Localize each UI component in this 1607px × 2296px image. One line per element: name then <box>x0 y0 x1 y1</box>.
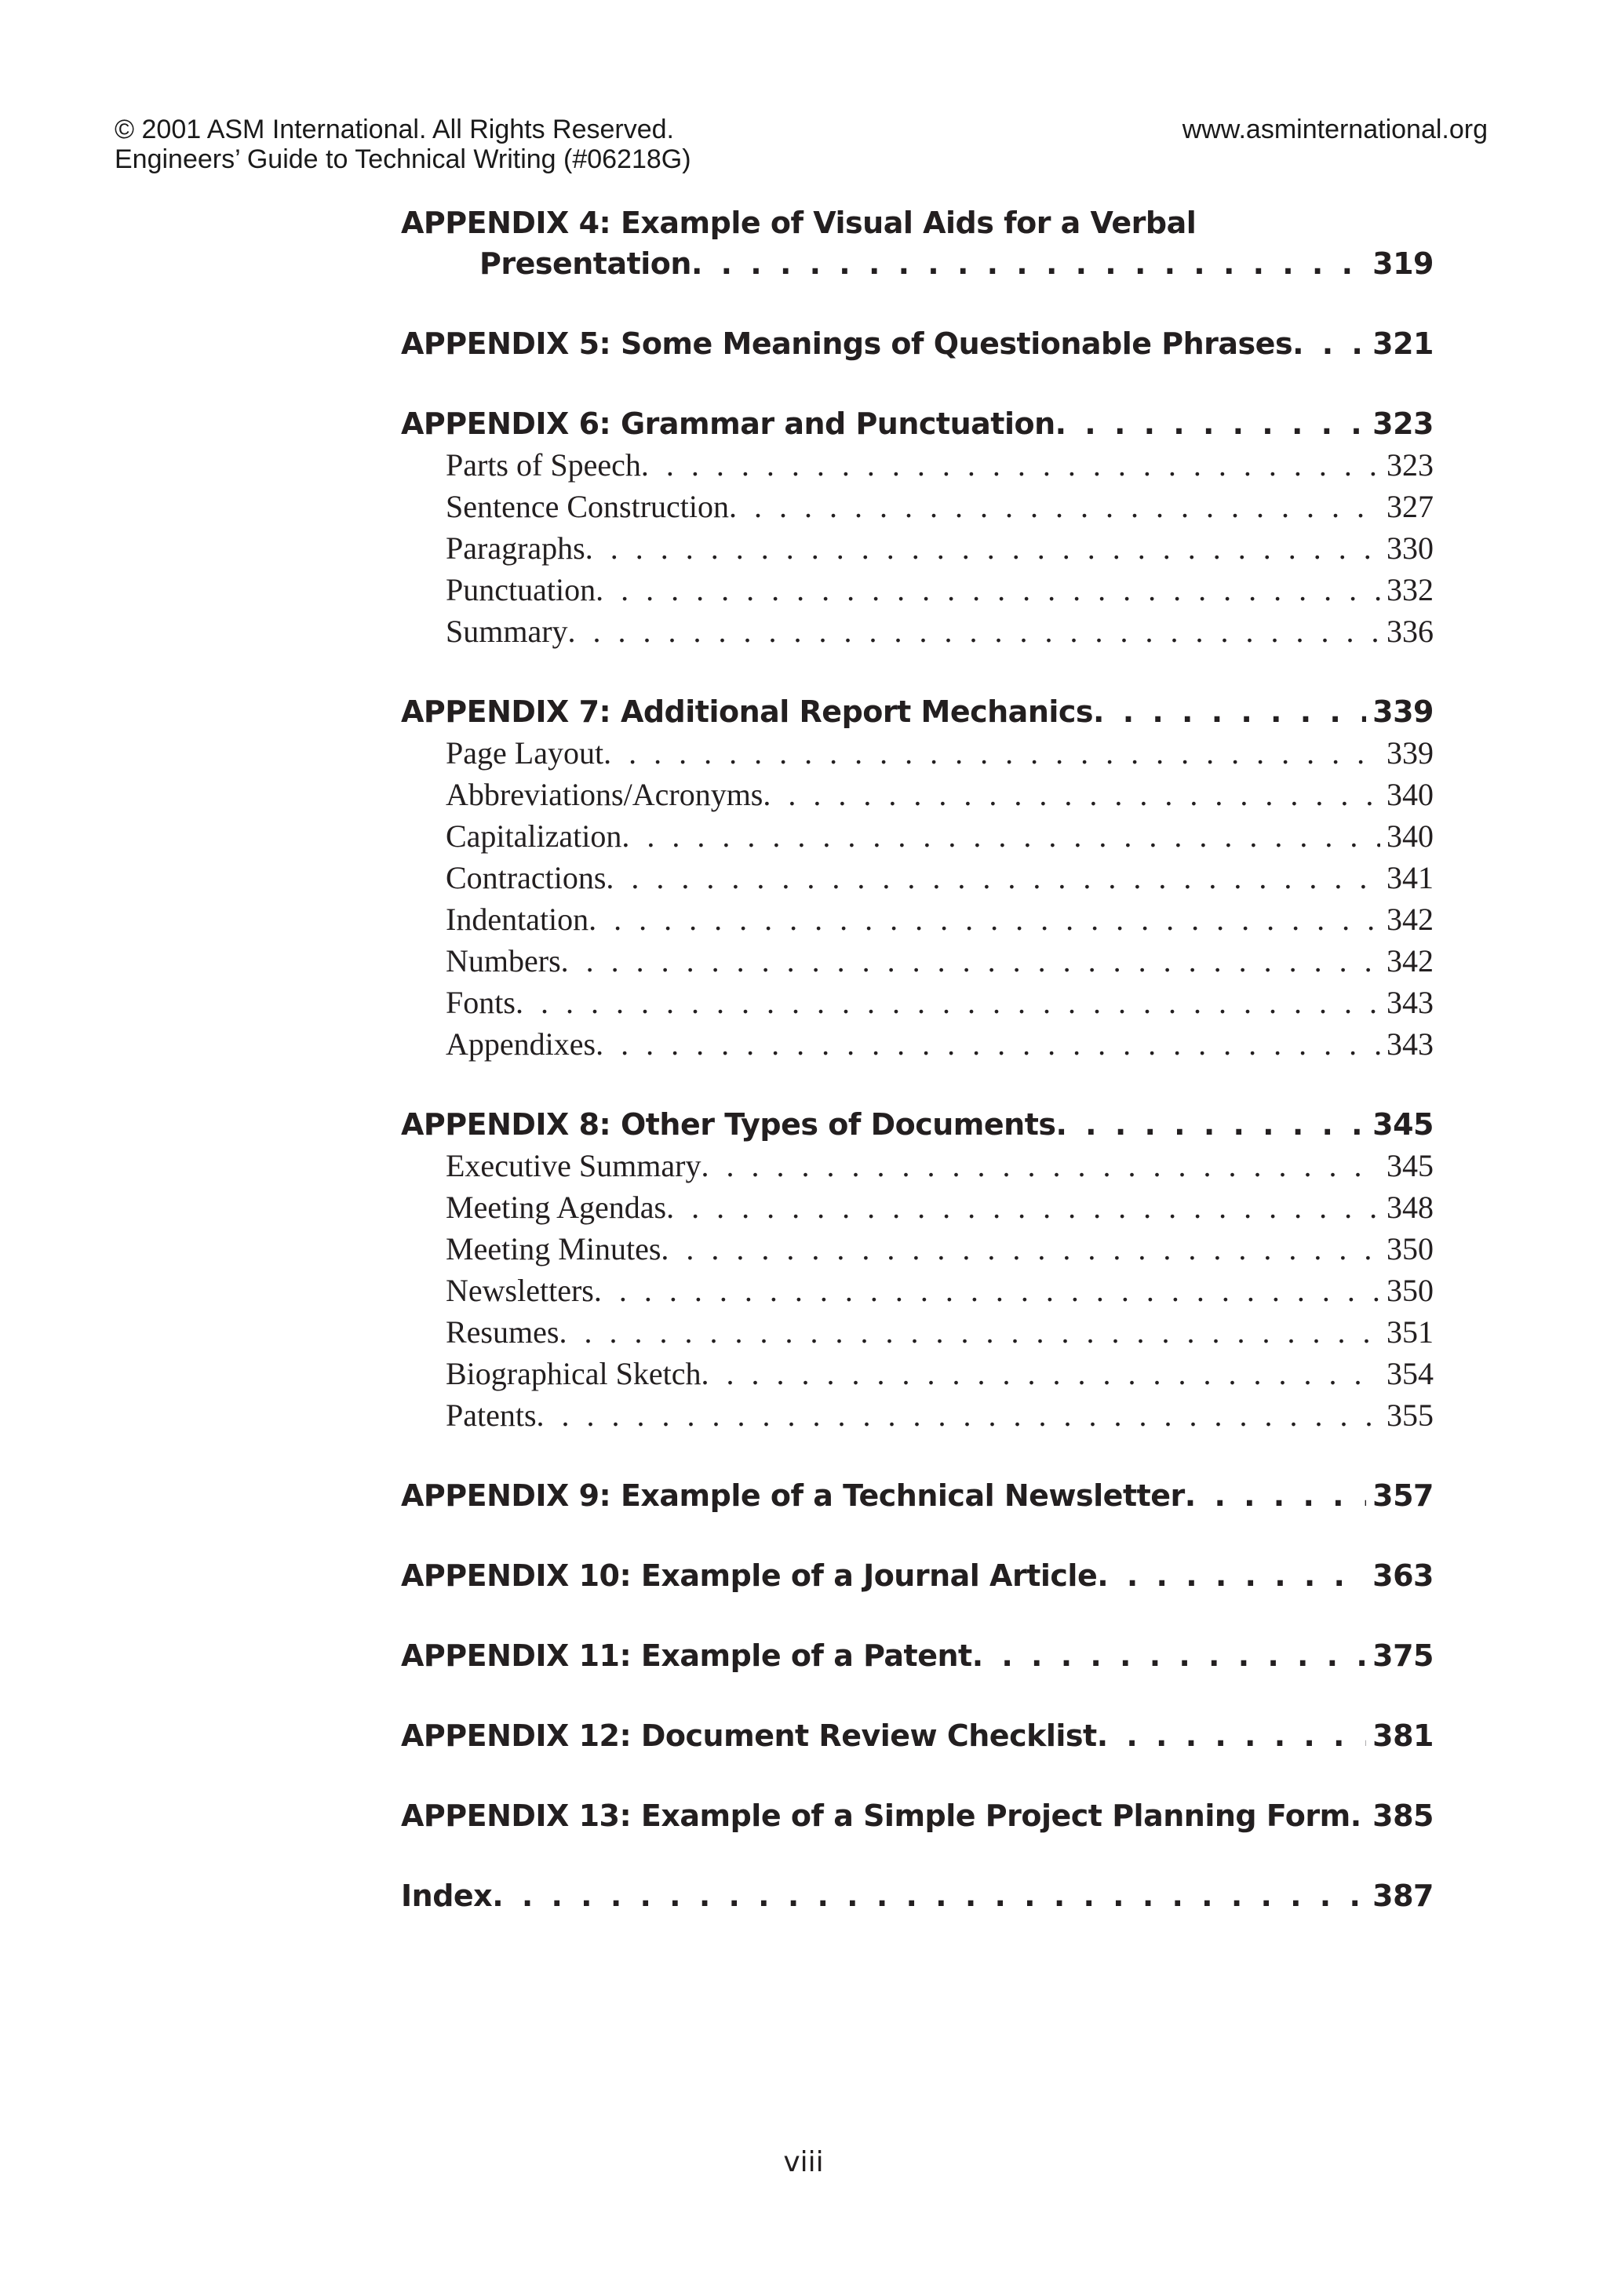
toc-entry-page: 339 <box>1372 694 1434 729</box>
toc-subentry <box>401 1186 1434 1228</box>
toc-entry-page: 321 <box>1372 326 1434 361</box>
toc-section-appendix-13 <box>401 1795 1434 1836</box>
toc-subentry-page: 354 <box>1387 1356 1434 1391</box>
dot-leader <box>492 1875 1366 1916</box>
toc-section-appendix-9 <box>401 1475 1434 1516</box>
toc-entry-page: 323 <box>1372 406 1434 441</box>
dot-leader <box>585 527 1380 569</box>
toc-entry <box>401 1104 1434 1145</box>
table-of-contents <box>401 202 1434 1955</box>
toc-section-appendix-10 <box>401 1555 1434 1596</box>
toc-subentry-title: Punctuation <box>446 572 596 607</box>
dot-leader <box>666 1186 1380 1228</box>
toc-entry-title: APPENDIX 8: Other Types of Documents <box>401 1107 1056 1142</box>
toc-entry-title: APPENDIX 5: Some Meanings of Questionable Phrases <box>401 326 1293 361</box>
toc-subentry-title: Contractions <box>446 860 607 895</box>
toc-subentry-page: 341 <box>1387 860 1434 895</box>
toc-entry-title: APPENDIX 9: Example of a Technical Newsletter <box>401 1478 1185 1513</box>
toc-section-appendix-11 <box>401 1635 1434 1676</box>
toc-subentry-page: 340 <box>1387 818 1434 854</box>
toc-subentry <box>401 1353 1434 1394</box>
copyright-notice: © 2001 ASM International. All Rights Reserved. <box>115 115 674 144</box>
dot-leader <box>1097 1555 1366 1596</box>
toc-entry-title: APPENDIX 11: Example of a Patent <box>401 1638 972 1673</box>
toc-subentry <box>401 1311 1434 1353</box>
toc-entry <box>401 1715 1434 1756</box>
toc-subentry-title: Executive Summary <box>446 1148 701 1183</box>
toc-subentry <box>401 982 1434 1023</box>
dot-leader <box>596 1023 1380 1065</box>
toc-entry <box>401 323 1434 364</box>
toc-subentry-title: Patents <box>446 1398 537 1433</box>
toc-entry-page: 375 <box>1372 1638 1434 1673</box>
toc-subentry <box>401 1394 1434 1436</box>
toc-entry-title: Presentation <box>479 246 691 281</box>
toc-entry-page: 319 <box>1372 246 1434 281</box>
toc-entry <box>401 1555 1434 1596</box>
toc-entry-page: 345 <box>1372 1107 1434 1142</box>
toc-subentry <box>401 857 1434 898</box>
toc-entry-title: APPENDIX 13: Example of a Simple Project Planning Form <box>401 1799 1350 1833</box>
toc-subentry-title: Appendixes <box>446 1026 596 1062</box>
toc-subentry-page: 339 <box>1387 735 1434 771</box>
dot-leader <box>701 1145 1380 1186</box>
dot-leader <box>568 610 1380 652</box>
toc-subentry-page: 340 <box>1387 777 1434 812</box>
toc-subentry <box>401 444 1434 486</box>
page-number: viii <box>783 2146 824 2178</box>
dot-leader <box>1292 323 1366 364</box>
dot-leader <box>691 243 1366 284</box>
toc-entry <box>401 691 1434 732</box>
toc-entry-title: APPENDIX 7: Additional Report Mechanics <box>401 694 1094 729</box>
toc-entry-title: APPENDIX 12: Document Review Checklist <box>401 1718 1097 1753</box>
dot-leader <box>1350 1795 1366 1836</box>
toc-subentry <box>401 815 1434 857</box>
dot-leader <box>1093 691 1366 732</box>
toc-subentry-page: 343 <box>1387 1026 1434 1062</box>
dot-leader <box>559 1311 1380 1353</box>
toc-entry-title: Index <box>401 1879 493 1913</box>
toc-subentry <box>401 1145 1434 1186</box>
toc-subentry <box>401 940 1434 982</box>
book-title: Engineers’ Guide to Technical Writing (#06218G) <box>115 144 691 174</box>
toc-subentry-page: 342 <box>1387 902 1434 937</box>
toc-section-appendix-8 <box>401 1104 1434 1436</box>
toc-entry <box>401 1635 1434 1676</box>
dot-leader <box>537 1394 1380 1436</box>
toc-subentry-page: 342 <box>1387 943 1434 979</box>
toc-entry-page: 387 <box>1372 1879 1434 1913</box>
toc-subentry-page: 332 <box>1387 572 1434 607</box>
toc-entry-page: 381 <box>1372 1718 1434 1753</box>
toc-subentry-page: 350 <box>1387 1231 1434 1266</box>
toc-subentry-title: Parts of Speech <box>446 447 641 483</box>
toc-subentry-title: Numbers <box>446 943 561 979</box>
dot-leader <box>1055 403 1367 444</box>
toc-section-index <box>401 1875 1434 1916</box>
toc-subentry-title: Resumes <box>446 1314 559 1350</box>
toc-entry <box>401 1795 1434 1836</box>
dot-leader <box>729 486 1380 527</box>
dot-leader <box>594 1270 1380 1311</box>
dot-leader <box>1185 1475 1366 1516</box>
toc-subentry <box>401 527 1434 569</box>
toc-entry-title: APPENDIX 6: Grammar and Punctuation <box>401 406 1055 441</box>
toc-subentry-title: Paragraphs <box>446 530 585 566</box>
dot-leader <box>596 569 1380 610</box>
toc-subentry-title: Indentation <box>446 902 589 937</box>
toc-subentry <box>401 610 1434 652</box>
dot-leader <box>516 982 1380 1023</box>
toc-subentry-page: 355 <box>1387 1398 1434 1433</box>
toc-subentry-title: Biographical Sketch <box>446 1356 701 1391</box>
toc-section-appendix-12 <box>401 1715 1434 1756</box>
toc-entry <box>401 1875 1434 1916</box>
toc-subentry-title: Newsletters <box>446 1273 594 1308</box>
dot-leader <box>1056 1104 1367 1145</box>
toc-subentry-page: 336 <box>1387 614 1434 649</box>
toc-subentry-page: 348 <box>1387 1190 1434 1225</box>
toc-subentry-title: Page Layout <box>446 735 604 771</box>
dot-leader <box>561 940 1380 982</box>
toc-subentry <box>401 1228 1434 1270</box>
toc-subentry <box>401 732 1434 774</box>
toc-section-appendix-5 <box>401 323 1434 364</box>
toc-subentry-title: Meeting Minutes <box>446 1231 661 1266</box>
toc-subentry <box>401 774 1434 815</box>
toc-entry-page: 357 <box>1372 1478 1434 1513</box>
dot-leader <box>763 774 1380 815</box>
toc-entry <box>401 1475 1434 1516</box>
toc-entry-title: APPENDIX 10: Example of a Journal Article <box>401 1558 1098 1593</box>
toc-subentry-title: Abbreviations/Acronyms <box>446 777 763 812</box>
dot-leader <box>589 898 1380 940</box>
toc-subentry-title: Capitalization <box>446 818 622 854</box>
dot-leader <box>641 444 1380 486</box>
page-header <box>115 115 1488 174</box>
toc-subentry <box>401 1270 1434 1311</box>
toc-entry <box>401 403 1434 444</box>
dot-leader <box>972 1635 1366 1676</box>
toc-entry-title: APPENDIX 4: Example of Visual Aids for a Verbal <box>401 206 1197 240</box>
toc-subentry <box>401 1023 1434 1065</box>
toc-subentry-page: 350 <box>1387 1273 1434 1308</box>
toc-entry-page: 363 <box>1372 1558 1434 1593</box>
website-url: www.asminternational.org <box>1182 115 1488 144</box>
dot-leader <box>621 815 1380 857</box>
toc-entry-page: 385 <box>1372 1799 1434 1833</box>
dot-leader <box>603 732 1380 774</box>
toc-subentry-page: 323 <box>1387 447 1434 483</box>
dot-leader <box>661 1228 1380 1270</box>
toc-section-appendix-6 <box>401 403 1434 652</box>
toc-subentry-page: 327 <box>1387 489 1434 524</box>
toc-entry <box>401 243 1434 284</box>
dot-leader <box>701 1353 1380 1394</box>
toc-subentry-page: 330 <box>1387 530 1434 566</box>
toc-subentry-title: Sentence Construction <box>446 489 730 524</box>
toc-subentry-title: Summary <box>446 614 568 649</box>
toc-subentry-page: 345 <box>1387 1148 1434 1183</box>
toc-subentry <box>401 486 1434 527</box>
dot-leader <box>606 857 1380 898</box>
dot-leader <box>1097 1715 1366 1756</box>
toc-subentry-title: Meeting Agendas <box>446 1190 667 1225</box>
toc-subentry-page: 351 <box>1387 1314 1434 1350</box>
toc-subentry-title: Fonts <box>446 985 516 1020</box>
toc-subentry-page: 343 <box>1387 985 1434 1020</box>
toc-subentry <box>401 569 1434 610</box>
toc-section-appendix-7 <box>401 691 1434 1065</box>
toc-section-appendix-4 <box>401 202 1434 284</box>
toc-subentry <box>401 898 1434 940</box>
